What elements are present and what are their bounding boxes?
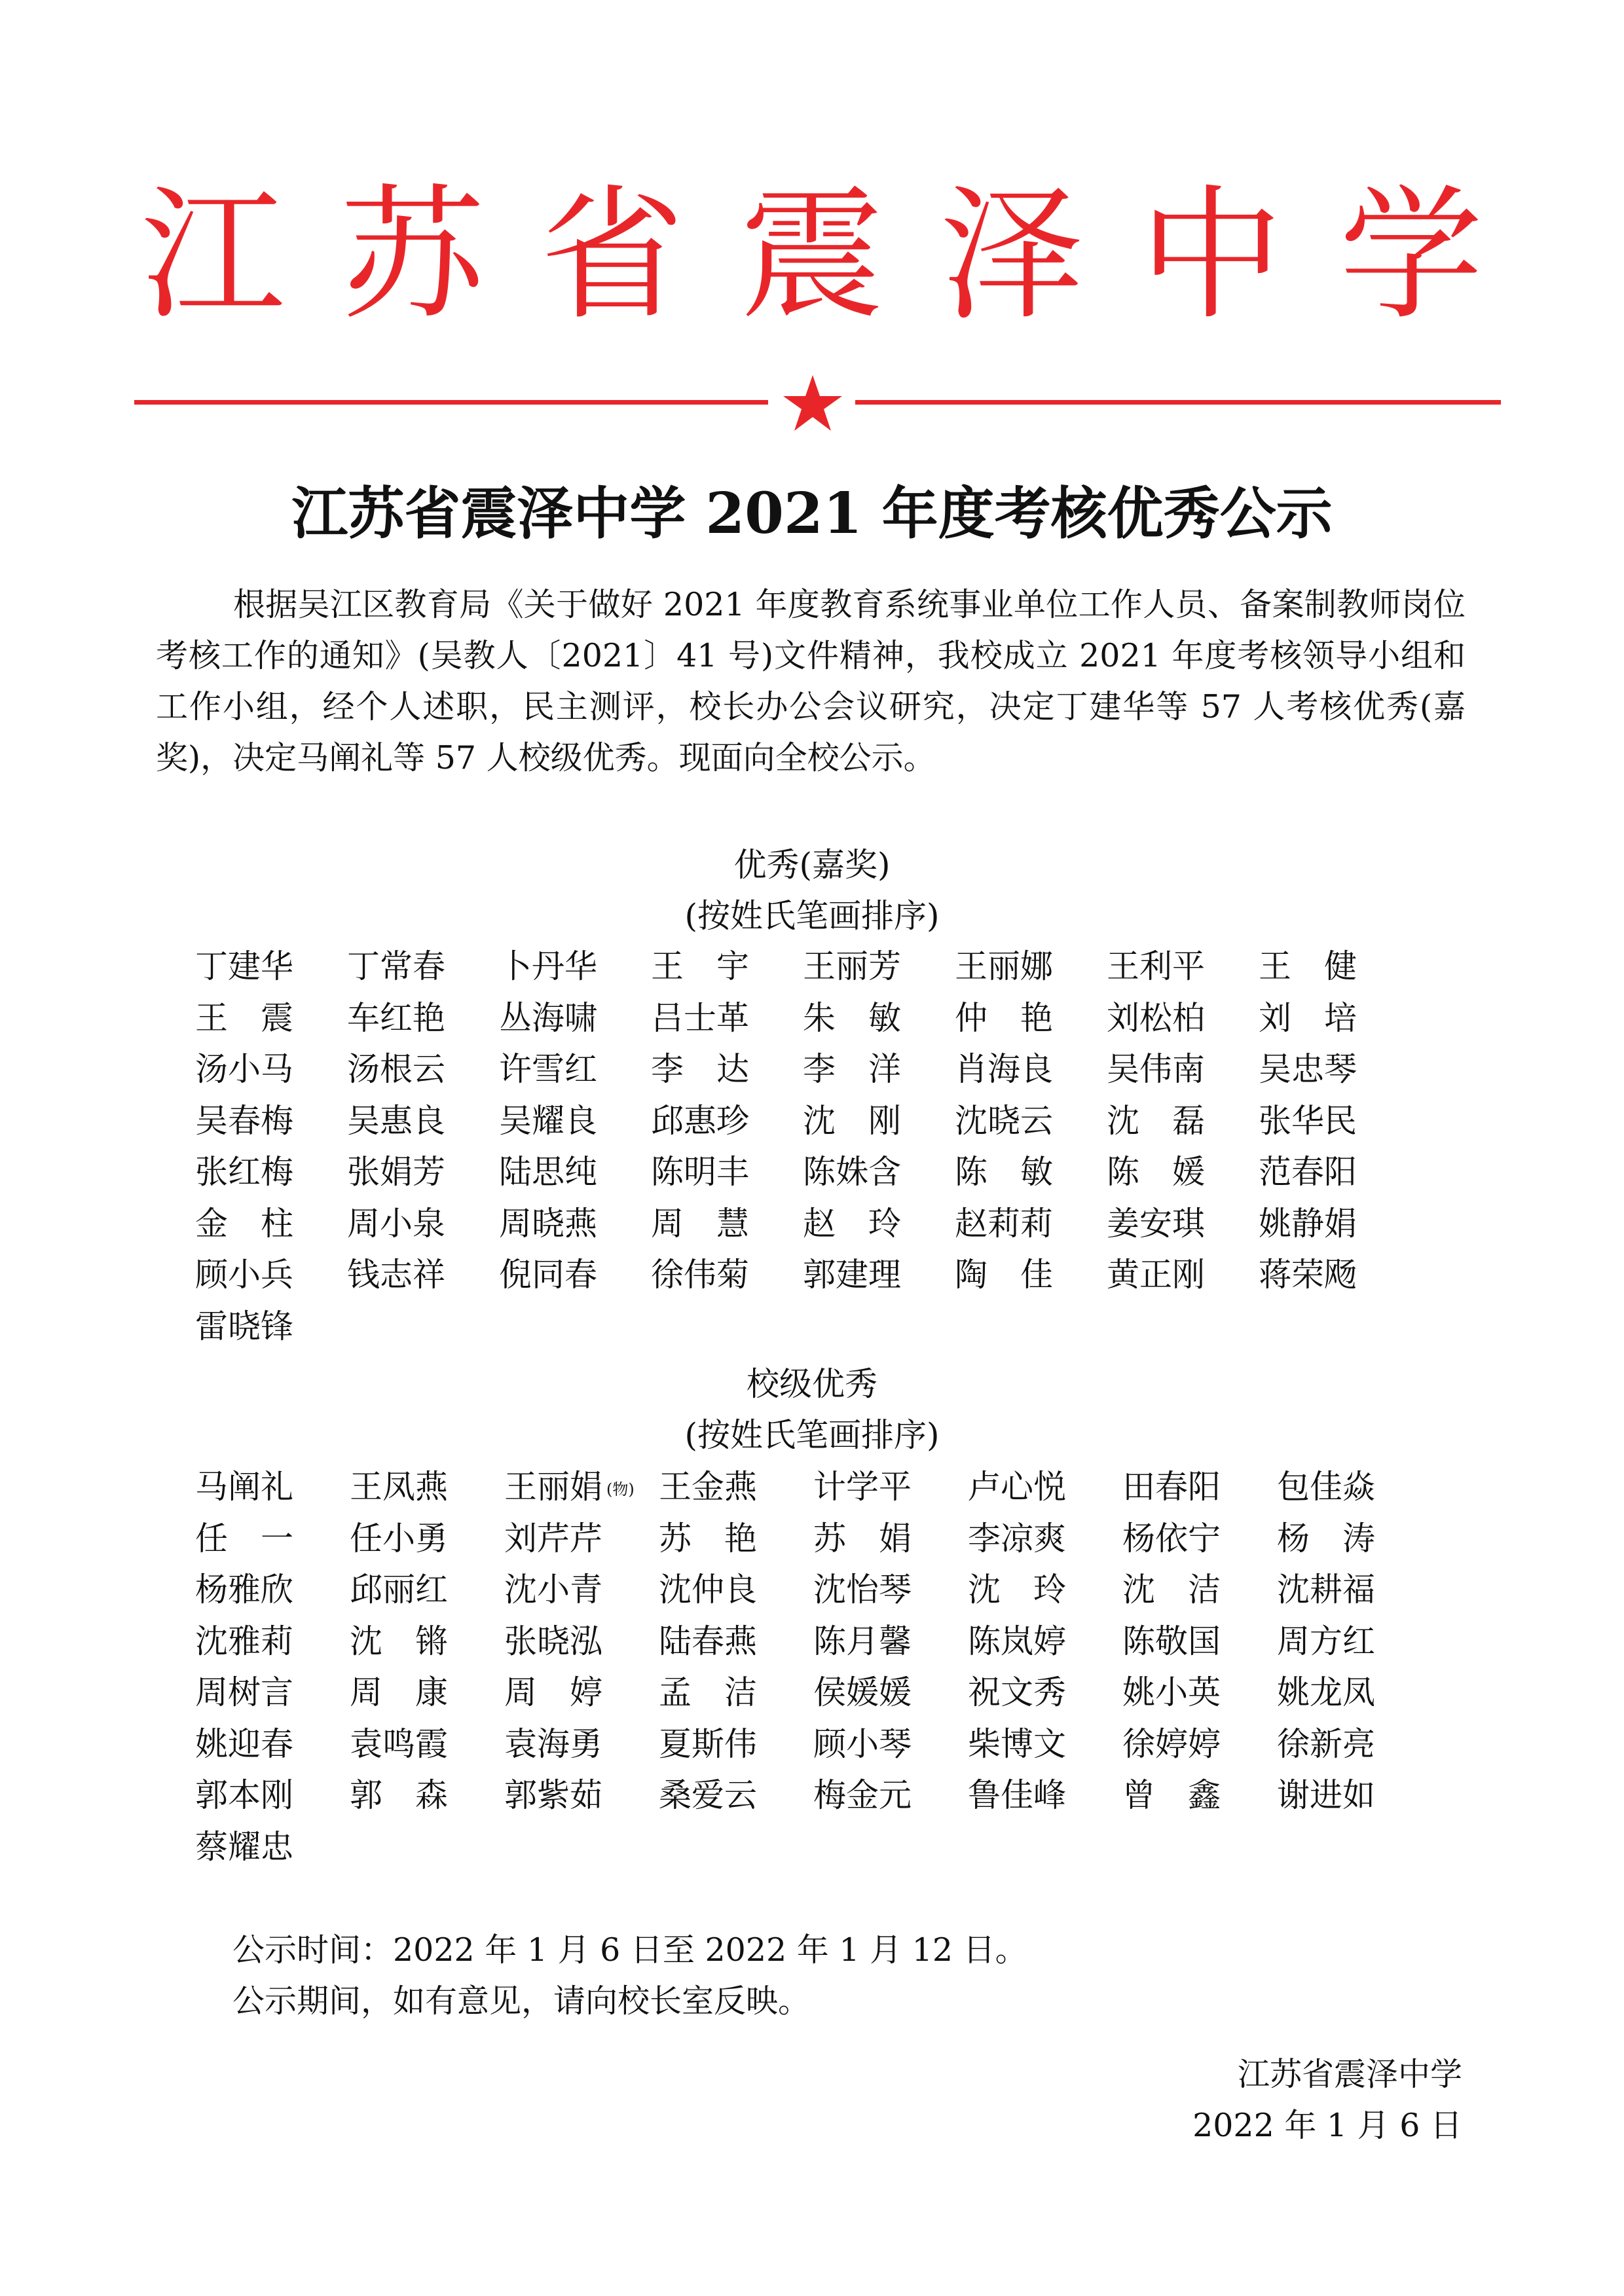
name-cell xyxy=(350,1667,448,1718)
name-cell xyxy=(813,1719,912,1770)
person-name: 王丽娜 xyxy=(955,947,1053,985)
notice-contact: 公示期间，如有意见，请向校长室反映。 xyxy=(232,1982,811,2020)
section2-subheading: (按姓氏笔画排序) xyxy=(684,1416,940,1454)
person-name: 周晓燕 xyxy=(499,1204,597,1243)
person-name: 陆思纯 xyxy=(499,1153,597,1191)
person-name: 王利平 xyxy=(1107,947,1205,985)
person-name: 马阐礼 xyxy=(195,1468,293,1506)
name-cell xyxy=(195,1513,293,1564)
person-name: 周 婷 xyxy=(504,1673,602,1711)
person-name: 沈怡琴 xyxy=(813,1571,912,1609)
person-name: 陈 媛 xyxy=(1107,1153,1205,1191)
person-name: 陈敬国 xyxy=(1122,1622,1221,1660)
name-cell xyxy=(347,1095,445,1146)
signature-date: 2022 年 1 月 6 日 xyxy=(1192,2107,1462,2144)
name-cell xyxy=(1122,1564,1221,1615)
name-cell xyxy=(968,1719,1066,1770)
person-name: 任 一 xyxy=(195,1519,293,1558)
person-name: 梅金元 xyxy=(813,1776,912,1814)
name-cell xyxy=(499,1095,597,1146)
person-name: 丁常春 xyxy=(347,947,445,985)
name-cell xyxy=(504,1770,602,1821)
person-name: 周方红 xyxy=(1277,1622,1375,1660)
name-cell xyxy=(195,1301,293,1352)
name-cell xyxy=(1277,1513,1375,1564)
person-name: 谢进如 xyxy=(1277,1776,1375,1814)
person-name: 雷晓锋 xyxy=(195,1307,293,1345)
person-name: 陆春燕 xyxy=(659,1622,757,1660)
person-name: 姚迎春 xyxy=(195,1724,293,1763)
person-name: 姚静娟 xyxy=(1259,1204,1357,1243)
person-name: 赵莉莉 xyxy=(955,1204,1053,1243)
person-name: 王 震 xyxy=(195,998,293,1037)
red-rule-right xyxy=(855,400,1501,405)
person-name: 郭 森 xyxy=(350,1776,448,1814)
person-name: 王丽芳 xyxy=(803,947,901,985)
person-name: 倪同春 xyxy=(499,1256,597,1294)
name-cell xyxy=(504,1564,602,1615)
name-cell xyxy=(350,1564,448,1615)
name-cell xyxy=(813,1513,912,1564)
person-name: 王凤燕 xyxy=(350,1468,448,1506)
name-cell xyxy=(803,1146,901,1197)
section2-heading: 校级优秀 xyxy=(747,1365,877,1403)
person-name: 沈耕福 xyxy=(1277,1571,1375,1609)
name-cell xyxy=(195,1461,293,1512)
person-name: 沈雅莉 xyxy=(195,1622,293,1660)
person-name: 黄正刚 xyxy=(1107,1256,1205,1294)
name-cell xyxy=(1122,1770,1221,1821)
person-name: 邱丽红 xyxy=(350,1571,448,1609)
person-name: 沈晓云 xyxy=(955,1101,1053,1140)
name-cell xyxy=(651,941,749,992)
person-name: 顾小兵 xyxy=(195,1256,293,1294)
person-name: 沈 刚 xyxy=(803,1101,901,1140)
name-cell xyxy=(955,1044,1053,1095)
name-cell xyxy=(499,1146,597,1197)
subject-annotation: (物) xyxy=(606,1480,635,1499)
person-name: 沈小青 xyxy=(504,1571,602,1609)
name-cell xyxy=(347,1249,445,1300)
intro-text: 根据吴江区教育局《关于做好 2021 年度教育系统事业单位工作人员、备案制教师岗位考核工作的通知》(吴教人〔2021〕41 号)文件精神，我校成立 2021 年度考核领导小组和工作小组，经个人述职，民主测评，校长办公会议研究，决定丁建华等 57 人考核优秀(嘉奖)，决定马阐礼等 57 人校级优秀。现面向全校公示。 xyxy=(156,586,1466,776)
name-cell xyxy=(1259,1146,1357,1197)
name-cell xyxy=(1277,1461,1375,1512)
name-cell xyxy=(651,1044,749,1095)
name-cell xyxy=(195,1044,293,1095)
masthead-title: 江苏省震泽中学 xyxy=(140,172,1539,339)
name-cell xyxy=(504,1513,602,1564)
name-cell xyxy=(1107,1095,1205,1146)
name-cell xyxy=(350,1513,448,1564)
person-name: 张娟芳 xyxy=(347,1153,445,1191)
person-name: 苏 艳 xyxy=(659,1519,757,1558)
name-cell xyxy=(195,1616,293,1667)
name-cell xyxy=(195,1095,293,1146)
person-name: 丁建华 xyxy=(195,947,293,985)
name-cell xyxy=(651,1198,749,1249)
name-cell xyxy=(955,1249,1053,1300)
name-cell xyxy=(195,1198,293,1249)
person-name: 吴忠琴 xyxy=(1259,1050,1357,1088)
name-cell xyxy=(1122,1616,1221,1667)
person-name: 吴耀良 xyxy=(499,1101,597,1140)
name-cell xyxy=(813,1770,912,1821)
name-cell xyxy=(803,1095,901,1146)
name-cell xyxy=(1259,941,1357,992)
person-name: 桑爱云 xyxy=(659,1776,757,1814)
name-cell xyxy=(651,1095,749,1146)
name-cell xyxy=(499,1249,597,1300)
name-cell xyxy=(651,1146,749,1197)
person-name: 祝文秀 xyxy=(968,1673,1066,1711)
person-name: 蒋荣飏 xyxy=(1259,1256,1357,1294)
person-name: 陈明丰 xyxy=(651,1153,749,1191)
name-cell xyxy=(955,993,1053,1044)
person-name: 赵 玲 xyxy=(803,1204,901,1243)
name-cell xyxy=(659,1461,757,1512)
person-name: 袁海勇 xyxy=(504,1724,602,1763)
person-name: 王金燕 xyxy=(659,1468,757,1506)
name-cell xyxy=(195,941,293,992)
person-name: 鲁佳峰 xyxy=(968,1776,1066,1814)
name-cell xyxy=(1122,1461,1221,1512)
person-name: 孟 洁 xyxy=(659,1673,757,1711)
name-cell xyxy=(499,941,597,992)
person-name: 郭本刚 xyxy=(195,1776,293,1814)
person-name: 汤根云 xyxy=(347,1050,445,1088)
person-name: 任小勇 xyxy=(350,1519,448,1558)
name-cell xyxy=(1259,1198,1357,1249)
name-cell xyxy=(1277,1616,1375,1667)
name-cell xyxy=(504,1667,602,1718)
name-cell xyxy=(803,1249,901,1300)
name-cell xyxy=(1259,1249,1357,1300)
person-name: 陈 敏 xyxy=(955,1153,1053,1191)
person-name: 卢心悦 xyxy=(968,1468,1066,1506)
name-cell xyxy=(350,1719,448,1770)
person-name: 朱 敏 xyxy=(803,998,901,1037)
person-name: 吴春梅 xyxy=(195,1101,293,1140)
name-cell xyxy=(195,1564,293,1615)
person-name: 王丽娟 xyxy=(504,1468,602,1506)
person-name: 沈 磊 xyxy=(1107,1101,1205,1140)
name-cell xyxy=(347,1198,445,1249)
person-name: 夏斯伟 xyxy=(659,1724,757,1763)
person-name: 刘松柏 xyxy=(1107,998,1205,1037)
name-cell xyxy=(803,941,901,992)
name-cell xyxy=(813,1564,912,1615)
name-cell xyxy=(651,993,749,1044)
person-name: 周 康 xyxy=(350,1673,448,1711)
person-name: 刘芹芹 xyxy=(504,1519,602,1558)
person-name: 吴惠良 xyxy=(347,1101,445,1140)
name-cell xyxy=(1107,1249,1205,1300)
person-name: 钱志祥 xyxy=(347,1256,445,1294)
name-cell xyxy=(651,1249,749,1300)
name-cell xyxy=(1122,1513,1221,1564)
intro-paragraph xyxy=(156,579,1466,784)
name-cell xyxy=(350,1616,448,1667)
name-cell xyxy=(968,1461,1066,1512)
section1-heading: 优秀(嘉奖) xyxy=(733,846,891,884)
name-cell xyxy=(195,993,293,1044)
name-cell xyxy=(1107,1198,1205,1249)
person-name: 杨雅欣 xyxy=(195,1571,293,1609)
person-name: 徐新亮 xyxy=(1277,1724,1375,1763)
name-cell xyxy=(968,1667,1066,1718)
name-cell xyxy=(347,1146,445,1197)
name-cell xyxy=(499,1044,597,1095)
name-cell xyxy=(803,1044,901,1095)
person-name: 吴伟南 xyxy=(1107,1050,1205,1088)
name-cell xyxy=(347,1044,445,1095)
name-cell xyxy=(659,1513,757,1564)
name-cell xyxy=(1277,1667,1375,1718)
person-name: 车红艳 xyxy=(347,998,445,1037)
name-cell xyxy=(968,1770,1066,1821)
name-cell xyxy=(659,1564,757,1615)
name-cell xyxy=(1259,993,1357,1044)
signature-org: 江苏省震泽中学 xyxy=(1237,2056,1462,2093)
person-name: 郭紫茹 xyxy=(504,1776,602,1814)
person-name: 吕士革 xyxy=(651,998,749,1037)
document-title: 江苏省震泽中学 2021 年度考核优秀公示 xyxy=(291,481,1333,547)
red-rule-left xyxy=(134,400,768,405)
name-cell xyxy=(1107,1146,1205,1197)
name-cell xyxy=(195,1770,293,1821)
person-name: 蔡耀忠 xyxy=(195,1827,293,1866)
person-name: 苏 娟 xyxy=(813,1519,912,1558)
name-cell xyxy=(659,1667,757,1718)
name-cell xyxy=(195,1249,293,1300)
person-name: 许雪红 xyxy=(499,1050,597,1088)
person-name: 陶 佳 xyxy=(955,1256,1053,1294)
person-name: 肖海良 xyxy=(955,1050,1053,1088)
person-name: 卜丹华 xyxy=(499,947,597,985)
name-cell xyxy=(350,1461,448,1512)
name-cell xyxy=(1107,941,1205,992)
person-name: 张晓泓 xyxy=(504,1622,602,1660)
name-cell xyxy=(1122,1667,1221,1718)
name-cell xyxy=(504,1616,602,1667)
person-name: 袁鸣霞 xyxy=(350,1724,448,1763)
name-cell xyxy=(1259,1095,1357,1146)
person-name: 陈岚婷 xyxy=(968,1622,1066,1660)
name-cell xyxy=(347,993,445,1044)
name-cell xyxy=(955,1198,1053,1249)
name-cell xyxy=(813,1616,912,1667)
person-name: 周小泉 xyxy=(347,1204,445,1243)
name-cell xyxy=(1107,993,1205,1044)
notice-period: 公示时间：2022 年 1 月 6 日至 2022 年 1 月 12 日。 xyxy=(232,1931,1027,1969)
person-name: 沈 玲 xyxy=(968,1571,1066,1609)
person-name: 姚龙凤 xyxy=(1277,1673,1375,1711)
person-name: 王 健 xyxy=(1259,947,1357,985)
person-name: 杨依宁 xyxy=(1122,1519,1221,1558)
person-name: 陈姝含 xyxy=(803,1153,901,1191)
name-cell xyxy=(1107,1044,1205,1095)
name-cell xyxy=(968,1513,1066,1564)
person-name: 金 柱 xyxy=(195,1204,293,1243)
name-cell xyxy=(659,1719,757,1770)
star-icon xyxy=(780,370,845,435)
name-cell xyxy=(813,1461,912,1512)
name-cell xyxy=(504,1719,602,1770)
person-name: 张红梅 xyxy=(195,1153,293,1191)
person-name: 柴博文 xyxy=(968,1724,1066,1763)
person-name: 周 慧 xyxy=(651,1204,749,1243)
name-cell xyxy=(1122,1719,1221,1770)
person-name: 姚小英 xyxy=(1122,1673,1221,1711)
name-cell xyxy=(499,993,597,1044)
person-name: 曾 鑫 xyxy=(1122,1776,1221,1814)
name-cell xyxy=(803,1198,901,1249)
name-cell xyxy=(1277,1564,1375,1615)
person-name: 郭建理 xyxy=(803,1256,901,1294)
name-cell xyxy=(195,1719,293,1770)
person-name: 李 洋 xyxy=(803,1050,901,1088)
person-name: 顾小琴 xyxy=(813,1724,912,1763)
name-cell xyxy=(195,1821,293,1872)
name-cell xyxy=(955,941,1053,992)
name-cell xyxy=(347,941,445,992)
name-cell xyxy=(1277,1719,1375,1770)
person-name: 沈仲良 xyxy=(659,1571,757,1609)
person-name: 李 达 xyxy=(651,1050,749,1088)
person-name: 邱惠珍 xyxy=(651,1101,749,1140)
name-cell xyxy=(499,1198,597,1249)
name-cell xyxy=(350,1770,448,1821)
name-cell xyxy=(1259,1044,1357,1095)
person-name: 汤小马 xyxy=(195,1050,293,1088)
person-name: 沈 锵 xyxy=(350,1622,448,1660)
person-name: 徐婷婷 xyxy=(1122,1724,1221,1763)
person-name: 杨 涛 xyxy=(1277,1519,1375,1558)
name-cell xyxy=(968,1616,1066,1667)
name-cell xyxy=(195,1146,293,1197)
person-name: 侯媛媛 xyxy=(813,1673,912,1711)
person-name: 张华民 xyxy=(1259,1101,1357,1140)
person-name: 陈月馨 xyxy=(813,1622,912,1660)
person-name: 计学平 xyxy=(813,1468,912,1506)
person-name: 范春阳 xyxy=(1259,1153,1357,1191)
person-name: 姜安琪 xyxy=(1107,1204,1205,1243)
name-cell xyxy=(504,1461,635,1515)
name-cell xyxy=(803,993,901,1044)
name-cell xyxy=(955,1095,1053,1146)
person-name: 周树言 xyxy=(195,1673,293,1711)
person-name: 沈 洁 xyxy=(1122,1571,1221,1609)
person-name: 徐伟菊 xyxy=(651,1256,749,1294)
name-cell xyxy=(659,1616,757,1667)
person-name: 田春阳 xyxy=(1122,1468,1221,1506)
person-name: 包佳焱 xyxy=(1277,1468,1375,1506)
person-name: 仲 艳 xyxy=(955,998,1053,1037)
person-name: 刘 培 xyxy=(1259,998,1357,1037)
person-name: 李凉爽 xyxy=(968,1519,1066,1558)
name-cell xyxy=(659,1770,757,1821)
name-cell xyxy=(195,1667,293,1718)
person-name: 丛海啸 xyxy=(499,998,597,1037)
name-cell xyxy=(968,1564,1066,1615)
name-cell xyxy=(955,1146,1053,1197)
name-cell xyxy=(1277,1770,1375,1821)
section1-subheading: (按姓氏笔画排序) xyxy=(684,897,940,935)
name-cell xyxy=(813,1667,912,1718)
person-name: 王 宇 xyxy=(651,947,749,985)
